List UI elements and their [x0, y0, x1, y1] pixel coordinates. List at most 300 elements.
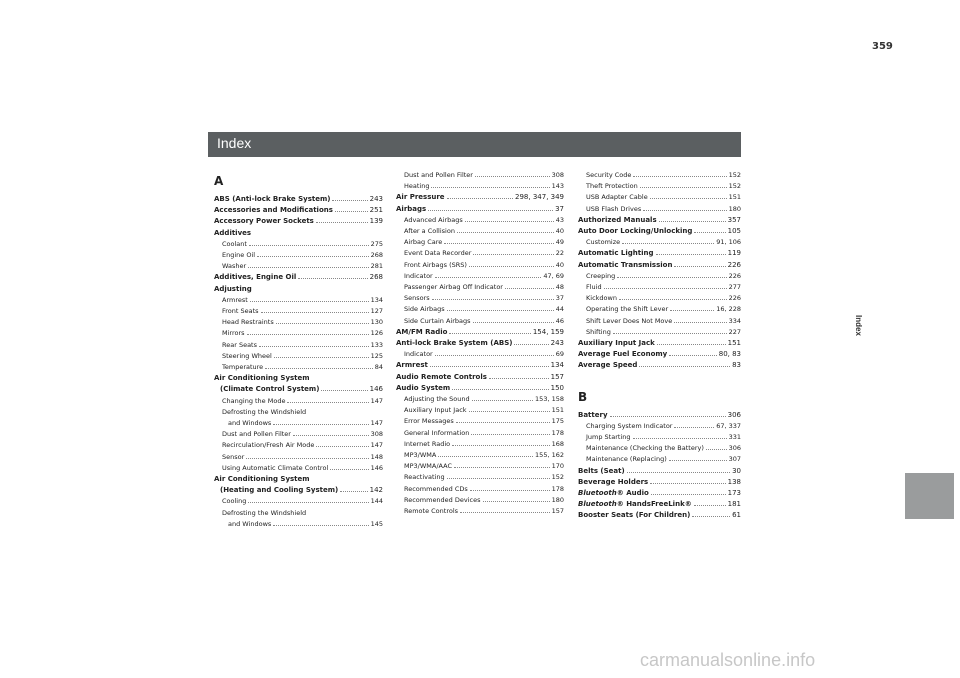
index-entry[interactable] [578, 316, 741, 327]
entry-term: Front Seats [222, 307, 259, 316]
entry-term: Auxiliary Input Jack [578, 339, 655, 348]
entry-term: After a Collision [404, 227, 455, 236]
entry-term: Side Airbags [404, 305, 445, 314]
index-entry[interactable] [214, 317, 383, 328]
page-reference: 175 [551, 417, 564, 426]
leader-dots [447, 310, 554, 311]
page-reference: 43 [555, 215, 564, 224]
page-reference: 91, 106 [716, 238, 741, 247]
leader-dots [259, 346, 369, 347]
entry-term: Front Airbags (SRS) [404, 260, 467, 269]
entry-term: Indicator [404, 350, 433, 359]
leader-dots [514, 344, 548, 345]
index-entry[interactable] [214, 519, 383, 530]
entry-term: Armrest [222, 295, 248, 304]
section-letter-b: B [578, 389, 588, 404]
page-reference: 307 [728, 455, 741, 464]
page-reference: 157 [550, 372, 564, 381]
entry-term: Anti-lock Brake System (ABS) [396, 339, 513, 348]
index-column-1 [214, 170, 383, 530]
entry-term: Using Automatic Climate Control [222, 463, 329, 472]
index-entry[interactable] [578, 477, 741, 488]
entry-term: Jump Starting [586, 433, 631, 442]
page-reference: 105 [727, 227, 741, 236]
entry-term: Air Pressure [396, 193, 445, 202]
index-entry[interactable] [214, 272, 383, 283]
page-reference: 80, 83 [718, 350, 741, 359]
index-entry[interactable] [396, 226, 564, 237]
leader-dots [613, 333, 727, 334]
entry-term: Kickdown [586, 294, 617, 303]
leader-dots [452, 389, 548, 390]
leader-dots [633, 176, 726, 177]
index-entry[interactable] [214, 474, 383, 485]
leader-dots [430, 366, 549, 367]
entry-term: Automatic Lighting [578, 249, 654, 258]
page-reference: 30 [732, 466, 741, 475]
entry-term: ABS (Anti-lock Brake System) [214, 195, 331, 203]
entry-term: and Windows [228, 419, 272, 428]
leader-dots [604, 288, 727, 289]
leader-dots [276, 323, 369, 324]
index-entry[interactable] [396, 293, 564, 304]
leader-dots [656, 254, 726, 255]
index-entry[interactable] [396, 383, 564, 394]
page-reference: 298, 347, 349 [515, 193, 564, 202]
leader-dots [330, 469, 368, 470]
index-entry[interactable] [396, 484, 564, 495]
page-reference: 147 [370, 396, 383, 405]
leader-dots [505, 288, 554, 289]
entry-term: Additives [214, 228, 252, 237]
page-reference: 144 [370, 497, 383, 506]
entry-term: MP3/WMA [404, 451, 437, 460]
index-entry[interactable] [214, 463, 383, 474]
index-entry[interactable] [396, 428, 564, 439]
leader-dots [473, 254, 553, 255]
index-title-bar [208, 132, 741, 157]
index-entry[interactable] [578, 466, 741, 477]
page-reference: 281 [370, 262, 383, 271]
entry-term: Accessories and Modifications [214, 206, 333, 215]
index-entry[interactable] [578, 443, 741, 454]
entry-term: Airbags [396, 204, 427, 213]
leader-dots [298, 278, 367, 279]
leader-dots [669, 355, 716, 356]
leader-dots [287, 402, 368, 403]
index-entry[interactable] [396, 237, 564, 248]
index-column-2 [396, 170, 564, 517]
index-entry[interactable] [578, 499, 741, 510]
leader-dots [670, 310, 714, 311]
entry-term: Belts (Seat) [578, 466, 625, 475]
index-entry[interactable] [214, 306, 383, 317]
index-entry[interactable] [396, 349, 564, 360]
index-entry[interactable] [578, 192, 741, 203]
page-reference: 48 [555, 283, 564, 292]
entry-term: Heating [404, 182, 430, 191]
page-reference: 130 [370, 318, 383, 327]
page-reference: 138 [727, 477, 741, 486]
index-entry[interactable] [396, 450, 564, 461]
entry-term: Event Data Recorder [404, 249, 472, 258]
index-entry[interactable] [396, 204, 564, 215]
index-entry[interactable] [578, 338, 741, 349]
index-entry[interactable] [578, 304, 741, 315]
index-entry[interactable] [214, 508, 383, 519]
leader-dots [431, 187, 549, 188]
leader-dots [674, 266, 725, 267]
entry-term: Theft Protection [586, 182, 638, 191]
index-entry[interactable] [578, 432, 741, 443]
index-entry[interactable] [578, 237, 741, 248]
entry-term: Air Conditioning System [214, 374, 310, 383]
index-entry[interactable] [396, 338, 564, 349]
leader-dots [643, 210, 726, 211]
entry-term: General Information [404, 428, 470, 437]
index-entry[interactable] [396, 170, 564, 181]
page-reference: 145 [370, 519, 383, 528]
page-reference: 152 [728, 171, 741, 179]
leader-dots [473, 322, 554, 323]
page-reference: 147 [370, 441, 383, 450]
page-reference: 146 [369, 385, 383, 394]
index-entry[interactable] [578, 181, 741, 192]
section-gap [578, 372, 741, 386]
entry-term: Maintenance (Checking the Battery) [586, 444, 704, 453]
page-reference: 180 [728, 204, 741, 213]
index-entries [578, 410, 741, 522]
leader-dots [610, 416, 726, 417]
index-entry[interactable] [578, 327, 741, 338]
entry-term: Airbag Care [404, 238, 443, 247]
entry-term: Adjusting the Sound [404, 395, 470, 404]
page-reference: 308 [551, 171, 564, 179]
entry-term: Auxiliary Input Jack [404, 406, 467, 415]
entry-term: Maintenance (Replacing) [586, 455, 667, 464]
page-reference: 127 [370, 307, 383, 316]
leader-dots [694, 505, 726, 506]
index-entry[interactable] [578, 215, 741, 226]
index-entry[interactable] [578, 204, 741, 215]
leader-dots [332, 200, 367, 201]
leader-dots [472, 400, 533, 401]
leader-dots [438, 456, 533, 457]
leader-dots [249, 245, 369, 246]
page-reference: 226 [728, 294, 741, 303]
index-entry[interactable] [214, 239, 383, 250]
page-reference: 146 [370, 463, 383, 472]
index-entry[interactable] [214, 418, 383, 429]
index-entry[interactable] [396, 439, 564, 450]
entry-term: and Windows [228, 519, 272, 528]
index-entry[interactable] [396, 248, 564, 259]
index-entry[interactable] [578, 170, 741, 181]
page-reference: 83 [732, 361, 741, 370]
page-reference: 168 [551, 439, 564, 448]
entry-term: Operating the Shift Lever [586, 305, 669, 314]
entry-term: Error Messages [404, 417, 454, 426]
entry-term: Shifting [586, 327, 611, 336]
index-entry[interactable] [214, 373, 383, 384]
leader-dots [250, 301, 369, 302]
leader-dots [622, 243, 714, 244]
page-reference: 16, 228 [716, 305, 741, 314]
index-entry[interactable] [396, 181, 564, 192]
entry-term: Booster Seats (For Children) [578, 511, 691, 520]
leader-dots [674, 427, 714, 428]
index-entry[interactable] [214, 284, 383, 295]
page-reference: 157 [551, 507, 564, 516]
page-reference: 178 [551, 428, 564, 437]
index-entry[interactable] [214, 216, 383, 227]
entry-term: Charging System Indicator [586, 421, 673, 430]
index-entry[interactable] [578, 349, 741, 360]
entry-term: Internet Radio [404, 439, 451, 448]
leader-dots [321, 390, 367, 391]
index-entry[interactable] [396, 215, 564, 226]
page-reference: 170 [551, 462, 564, 471]
page-reference: 143 [551, 182, 564, 191]
leader-dots [469, 411, 550, 412]
index-entry[interactable] [214, 362, 383, 373]
index-entry[interactable] [578, 226, 741, 237]
leader-dots [619, 299, 727, 300]
page-reference: 331 [728, 433, 741, 442]
index-entry[interactable] [578, 271, 741, 282]
leader-dots [650, 483, 725, 484]
leader-dots [444, 243, 553, 244]
index-entry[interactable] [396, 192, 564, 203]
index-entry[interactable] [214, 452, 383, 463]
leader-dots [274, 357, 369, 358]
index-entry[interactable] [578, 360, 741, 371]
entry-term: Beverage Holders [578, 477, 649, 486]
page-reference: 306 [727, 410, 741, 419]
leader-dots [447, 198, 513, 199]
index-entry[interactable] [396, 316, 564, 327]
index-entry[interactable] [214, 328, 383, 339]
section-letter-a: A [214, 174, 224, 188]
index-entry[interactable] [214, 261, 383, 272]
page-reference: 125 [370, 351, 383, 360]
page-reference: 37 [555, 294, 564, 303]
index-entry[interactable] [578, 510, 741, 521]
index-entry[interactable] [578, 282, 741, 293]
page-reference: 150 [550, 383, 564, 392]
leader-dots [248, 502, 368, 503]
index-entry[interactable] [214, 384, 383, 395]
entry-term: Automatic Transmission [578, 260, 673, 269]
watermark: carmanualsonline.info [640, 650, 816, 670]
page-reference: 46 [555, 316, 564, 325]
index-entry[interactable] [214, 429, 383, 440]
leader-dots [657, 344, 726, 345]
entry-term: USB Adapter Cable [586, 193, 648, 202]
index-entry[interactable] [396, 416, 564, 427]
index-entry[interactable] [214, 228, 383, 239]
index-entry[interactable] [396, 271, 564, 282]
leader-dots [293, 435, 369, 436]
page-reference: 277 [728, 283, 741, 292]
page-reference: 268 [369, 273, 383, 282]
page-reference: 37 [555, 204, 564, 213]
entry-term: Recirculation/Fresh Air Mode [222, 441, 315, 450]
entry-term: Temperature [222, 363, 264, 372]
leader-dots [316, 222, 368, 223]
side-tab-label: Index [854, 315, 863, 336]
page-reference: 22 [555, 249, 564, 258]
entry-term: Customize [586, 238, 621, 247]
entry-term: Audio Remote Controls [396, 372, 487, 381]
page-reference: 49 [555, 238, 564, 247]
index-entry[interactable] [396, 360, 564, 371]
page-title: Index [217, 135, 252, 151]
page-reference: 226 [728, 271, 741, 280]
page-reference: 227 [728, 327, 741, 336]
entry-term: Auto Door Locking/Unlocking [578, 227, 693, 236]
entry-term: Advanced Airbags [404, 215, 463, 224]
index-entry[interactable] [396, 472, 564, 483]
leader-dots [435, 277, 542, 278]
page-reference: 251 [369, 206, 383, 215]
leader-dots [483, 501, 550, 502]
entry-term: Washer [222, 262, 247, 271]
leader-dots [456, 422, 550, 423]
page-reference: 275 [370, 239, 383, 248]
index-entry[interactable] [214, 340, 383, 351]
index-entry[interactable] [214, 440, 383, 451]
page-reference: 142 [369, 486, 383, 495]
leader-dots [428, 210, 553, 211]
entry-term: Average Speed [578, 361, 638, 370]
entry-term: Shift Lever Does Not Move [586, 316, 673, 325]
leader-dots [316, 446, 368, 447]
index-entry[interactable] [578, 248, 741, 259]
page-reference: 151 [551, 406, 564, 415]
index-entry[interactable] [214, 194, 383, 205]
index-entry[interactable] [396, 304, 564, 315]
page-reference: 47, 69 [543, 271, 564, 280]
index-entry[interactable] [214, 205, 383, 216]
index-entry[interactable] [396, 461, 564, 472]
index-entry[interactable] [396, 260, 564, 271]
leader-dots [335, 211, 368, 212]
page-reference: 126 [370, 329, 383, 338]
page-reference: 181 [727, 500, 741, 509]
leader-dots [435, 355, 554, 356]
index-entry[interactable] [396, 282, 564, 293]
leader-dots [640, 187, 727, 188]
page-reference: 69 [555, 350, 564, 359]
index-entry[interactable] [214, 250, 383, 261]
entry-term: Fluid [586, 283, 602, 292]
leader-dots [470, 490, 550, 491]
index-entries [214, 194, 383, 530]
entry-term: Mirrors [222, 329, 245, 338]
entry-term: Creeping [586, 271, 616, 280]
leader-dots [432, 299, 554, 300]
index-entry[interactable] [214, 396, 383, 407]
index-entry[interactable] [578, 260, 741, 271]
leader-dots [706, 449, 727, 450]
index-entry[interactable] [578, 421, 741, 432]
leader-dots [452, 445, 549, 446]
page-reference: 148 [370, 452, 383, 461]
index-entry[interactable] [578, 488, 741, 499]
leader-dots [469, 266, 554, 267]
index-entry[interactable] [396, 394, 564, 405]
page-reference: 151 [727, 339, 741, 348]
entry-term: Adjusting [214, 284, 252, 293]
leader-dots [457, 232, 554, 233]
page-reference: 226 [727, 260, 741, 269]
page-reference: 119 [727, 249, 741, 258]
index-entry[interactable] [396, 495, 564, 506]
index-entry[interactable] [214, 351, 383, 362]
index-entry[interactable] [214, 295, 383, 306]
page-reference: 243 [369, 195, 383, 203]
leader-dots [340, 491, 367, 492]
entry-term: Sensors [404, 294, 430, 303]
leader-dots [639, 366, 730, 367]
page-reference: 173 [727, 489, 741, 498]
page-reference: 152 [551, 473, 564, 482]
index-entries [578, 170, 741, 372]
entry-term: Steering Wheel [222, 351, 272, 360]
index-entry[interactable] [578, 410, 741, 421]
leader-dots [265, 368, 373, 369]
page-number: 359 [872, 41, 893, 52]
index-entry[interactable] [214, 407, 383, 418]
index-entry[interactable] [578, 293, 741, 304]
leader-dots [692, 516, 730, 517]
leader-dots [694, 232, 725, 233]
entry-term: Bluetooth® Audio [578, 489, 649, 498]
entry-term: Remote Controls [404, 507, 459, 516]
entry-term: Recommended CDs [404, 484, 468, 493]
entry-term: Armrest [396, 361, 428, 370]
index-entry[interactable] [396, 506, 564, 517]
page-reference: 151 [728, 193, 741, 202]
index-entry[interactable] [396, 405, 564, 416]
index-entries [396, 170, 564, 517]
leader-dots [247, 334, 369, 335]
entry-term: (Heating and Cooling System) [220, 486, 339, 495]
leader-dots [261, 312, 369, 313]
index-entry[interactable] [396, 327, 564, 338]
leader-dots [246, 458, 368, 459]
entry-term: Defrosting the Windshield [222, 407, 307, 416]
leader-dots [273, 525, 368, 526]
index-entry[interactable] [396, 372, 564, 383]
leader-dots [447, 478, 550, 479]
page-reference: 155, 162 [535, 451, 564, 460]
leader-dots [471, 434, 549, 435]
page-reference: 308 [370, 430, 383, 439]
entry-term: Additives, Engine Oil [214, 273, 297, 282]
entry-term: Coolant [222, 239, 247, 248]
index-entry[interactable] [578, 454, 741, 465]
index-entry[interactable] [214, 496, 383, 507]
page-reference: 180 [551, 495, 564, 504]
leader-dots [273, 424, 368, 425]
entry-term: USB Flash Drives [586, 204, 642, 213]
page-reference: 153, 158 [535, 395, 564, 404]
page-reference: 152 [728, 182, 741, 191]
entry-term: (Climate Control System) [220, 385, 320, 394]
index-entry[interactable] [214, 485, 383, 496]
